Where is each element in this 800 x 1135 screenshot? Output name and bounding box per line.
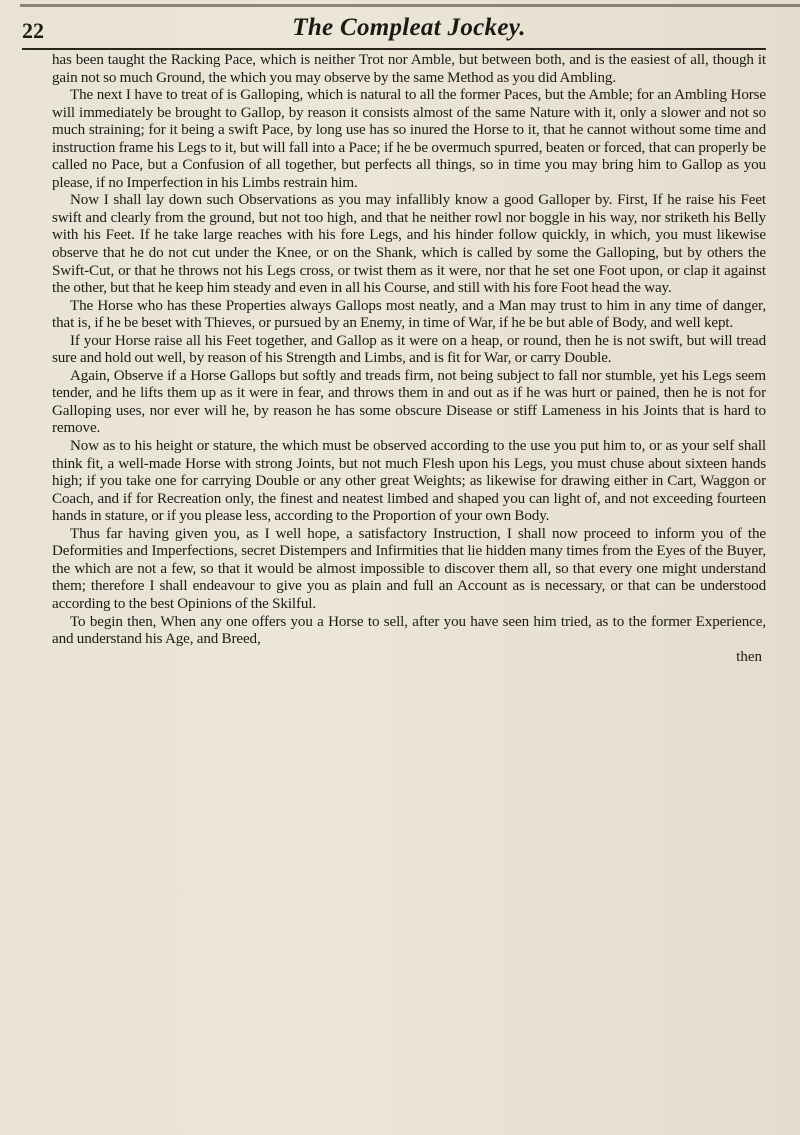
catchword: then <box>736 648 762 665</box>
paragraph: If your Horse raise all his Feet together, and Gallop as it were on a heap, or round, then he is not swift, but will tread sure and hold out well, by reason of his Strength and Limbs, and is fit for War, or carry Double. <box>52 332 766 367</box>
running-head: The Compleat Jockey. <box>292 14 526 41</box>
top-border-rule <box>20 4 800 7</box>
paragraph: Again, Observe if a Horse Gallops but softly and treads firm, not being subject to fall nor stumble, yet his Legs seem tender, and he lifts them up as it were in fear, and throws them in and out as if he was hurt or pained, then he is not for Galloping uses, nor ever will he, by reason he has some obscure Disease or stiff Lameness in his Joints that is hard to remove. <box>52 367 766 437</box>
body-text <box>52 52 766 649</box>
paragraph: Now as to his height or stature, the which must be observed according to the use you put him to, or as your self shall think fit, a well-made Horse with strong Joints, but not much Flesh upon his Legs, you must chuse about sixteen hands high; if you take one for carrying Double or any other great Weights; as likewise for drawing either in Cart, Waggon or Coach, and if for Recreation only, the finest and neatest limbed and shaped you can light of, and not exceeding fourteen hands in stature, or if you please less, according to the Proportion of your own Body. <box>52 438 766 525</box>
header-rule <box>22 48 766 50</box>
paragraph: The next I have to treat of is Galloping, which is natural to all the former Paces, but the Amble; for an Ambling Horse will immediately be brought to Gallop, by reason it consists almost of the same Nature with it, only a slower and not so much straining; for it being a swift Pace, by long use has so inured the Horse to it, that he cannot without some time and instruction frame his Legs to it, but will fall into a Pace; if he be overmuch spurred, beaten or forced, that can properly be called no Pace, but a Confusion of all together, but perfects all things, so in time you may bring him to Gallop as you please, if no Imperfection in his Limbs restrain him. <box>52 87 766 191</box>
paragraph: To begin then, When any one offers you a Horse to sell, after you have seen him tried, as to the former Experience, and understand his Age, and Breed, <box>52 613 766 648</box>
page-header <box>22 10 766 48</box>
paragraph: The Horse who has these Properties always Gallops most neatly, and a Man may trust to him in any time of danger, that is, if he be beset with Thieves, or pursued by an Enemy, in time of War, if he be but able of Body, and well kept. <box>52 297 766 332</box>
page-number: 22 <box>22 18 44 43</box>
paragraph: Thus far having given you, as I well hope, a satisfactory Instruction, I shall now proceed to inform you of the Deformities and Imperfections, secret Distempers and Infirmities that lie hidden many times from the Eyes of the Buyer, the which are not a few, so that it would be almost impossible to discover them all, so that every one might understand them; therefore I shall endeavour to give you as plain and full an Account as is necessary, or that can be understood according to the best Opinions of the Skilful. <box>52 525 766 612</box>
paragraph: has been taught the Racking Pace, which is neither Trot nor Amble, but between both, and is the easiest of all, though it gain not so much Ground, the which you may observe by the same Method as you did Ambling. <box>52 52 766 86</box>
paragraph: Now I shall lay down such Observations as you may infallibly know a good Galloper by. First, If he raise his Feet swift and clearly from the ground, but not too high, and that he neither rowl nor boggle in his way, nor striketh his Belly with his Feet. If he take large reaches with his fore Legs, and his hinder follow quickly, in which, you must likewise observe that he do not cut under the Knee, or on the Shank, which is called by some the Galloping, but by others the Swift-Cut, or that he throws not his Legs cross, or twist them as it were, nor that he set one Foot upon, or clap it against the other, but that he keep him steady and even in all his Course, and still with his fore Foot head the way. <box>52 192 766 297</box>
